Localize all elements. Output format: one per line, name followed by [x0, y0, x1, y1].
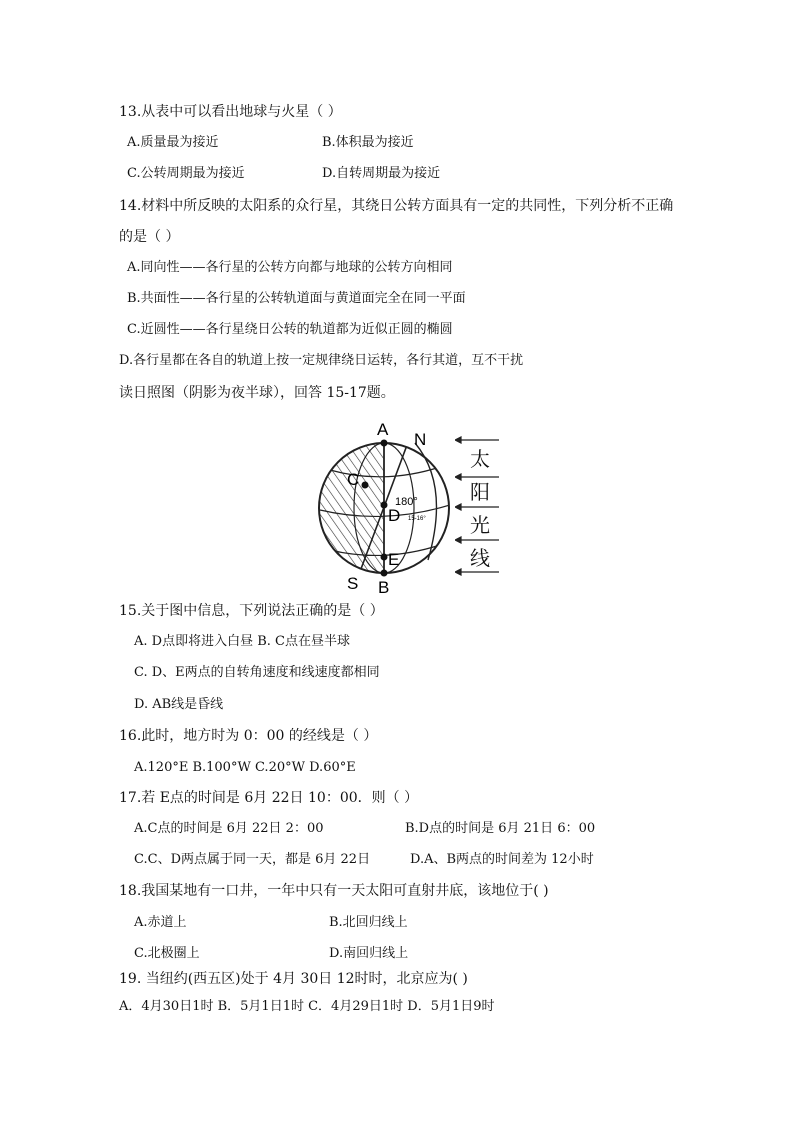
sunlight-char-3: 光 — [470, 513, 490, 537]
q17-option-c: C.C、D两点属于同一天，都是 6月 22日 — [134, 852, 371, 867]
q17-option-b: B.D点的时间是 6月 21日 6：00 — [405, 821, 596, 836]
point-c-label: C — [347, 470, 360, 489]
meridian-180-label: 180° — [395, 496, 418, 508]
sunlight-label-box — [455, 432, 505, 582]
q15-option-c: C. D、E两点的自转角速度和线速度都相同 — [134, 665, 380, 680]
figure-intro: 读日照图（阴影为夜半球），回答 15-17题。 — [119, 385, 395, 401]
q15-options-ab: A. D点即将进入白昼 B. C点在昼半球 — [134, 634, 350, 649]
point-n-label: N — [414, 430, 427, 449]
q14-option-c: C.近圆性——各行星绕日公转的轨道都为近似正圆的椭圆 — [127, 322, 453, 337]
q15-stem: 15.关于图中信息，下列说法正确的是（ ） — [119, 603, 384, 619]
small-degree-label: 15-16° — [408, 516, 426, 522]
q19-stem: 19. 当纽约(西五区)处于 4月 30日 12时时，北京应为( ) — [119, 971, 468, 987]
q14-stem-line2: 的是（ ） — [119, 229, 180, 245]
q15-option-d: D. AB线是昏线 — [134, 697, 224, 712]
q13-stem: 13.从表中可以看出地球与火星（ ） — [119, 104, 342, 120]
q17-option-d: D.A、B两点的时间差为 12小时 — [410, 852, 594, 867]
q13-option-d: D.自转周期最为接近 — [322, 166, 441, 181]
point-a-label: A — [377, 420, 389, 439]
q13-option-b: B.体积最为接近 — [322, 135, 414, 150]
q18-option-b: B.北回归线上 — [329, 915, 408, 930]
q14-option-d: D.各行星都在各自的轨道上按一定规律绕日运转，各行其道，互不干扰 — [119, 353, 524, 368]
q14-option-a: A.同向性——各行星的公转方向都与地球的公转方向相同 — [127, 260, 453, 275]
point-d-label: D — [388, 506, 401, 525]
q19-options: A．4月30日1时 B．5月1日1时 C．4月29日1时 D．5月1日9时 — [119, 999, 495, 1014]
q13-option-a: A.质量最为接近 — [127, 135, 219, 150]
q14-stem-line1: 14.材料中所反映的太阳系的众行星，其绕日公转方面具有一定的共同性，下列分析不正确 — [119, 198, 674, 214]
q16-stem: 16.此时，地方时为 0：00 的经线是（ ） — [119, 728, 378, 744]
sunlight-char-1: 太 — [470, 447, 490, 471]
point-e-label: E — [388, 550, 400, 569]
q18-option-c: C.北极圈上 — [134, 946, 200, 961]
q18-option-a: A.赤道上 — [134, 915, 187, 930]
q17-option-a: A.C点的时间是 6月 22日 2：00 — [134, 821, 324, 836]
q16-options: A.120°E B.100°W C.20°W D.60°E — [134, 760, 356, 775]
q18-stem: 18.我国某地有一口井，一年中只有一天太阳可直射井底，该地位于( ) — [119, 883, 549, 899]
q17-stem: 17.若 E点的时间是 6月 22日 10：00．则（ ） — [119, 790, 419, 806]
sunlight-char-4: 线 — [470, 546, 490, 570]
point-b-label: B — [378, 578, 390, 597]
point-s-label: S — [347, 574, 359, 593]
q18-option-d: D.南回归线上 — [329, 946, 409, 961]
q14-option-b: B.共面性——各行星的公转轨道面与黄道面完全在同一平面 — [127, 291, 466, 306]
q13-option-c: C.公转周期最为接近 — [127, 166, 245, 181]
sunlight-char-2: 阳 — [470, 480, 490, 504]
